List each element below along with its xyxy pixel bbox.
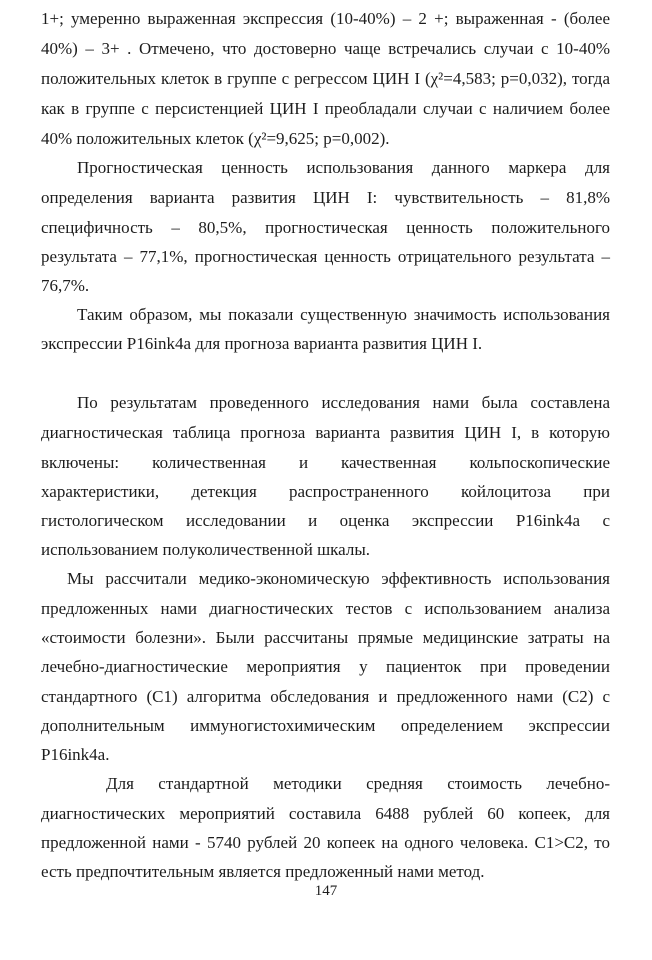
text-line: определения варианта развития ЦИН I: чувствительность – 81,8% [41, 188, 610, 207]
text-line: гистологическом исследовании и оценка экспрессии P16ink4a с [41, 511, 610, 530]
text-line: P16ink4a. [41, 745, 110, 764]
text-line: включены: количественная и качественная кольпоскопические [41, 453, 610, 472]
text-line: экспрессии P16ink4a для прогноза варианта развития ЦИН I. [41, 334, 483, 353]
text-line: Для стандартной методики средняя стоимость лечебно- [106, 774, 610, 793]
text-line: 76,7%. [41, 276, 90, 295]
text-line: стандартного (С1) алгоритма обследования и предложенного нами (С2) с [41, 687, 610, 706]
text-line: По результатам проведенного исследования нами была составлена [77, 393, 610, 412]
text-line: характеристики, детекция распространенного койлоцитоза при [41, 482, 610, 501]
text-line: есть предпочтительным является предложенный нами метод. [41, 862, 485, 881]
text-line: предложенных нами диагностических тестов с использованием анализа [41, 599, 610, 618]
text-line: Мы рассчитали медико-экономическую эффективность использования [67, 569, 610, 588]
text-line: 40%) – 3+ . Отмечено, что достоверно чаще встречались случаи с 10-40% [41, 39, 610, 58]
text-line: диагностических мероприятий составила 6488 рублей 60 копеек, для [41, 804, 610, 823]
text-line: Таким образом, мы показали существенную значимость использования [77, 305, 610, 324]
text-line: Прогностическая ценность использования данного маркера для [77, 158, 610, 177]
text-line: как в группе с персистенцией ЦИН I преобладали случаи с наличием более [41, 99, 610, 118]
text-line: лечебно-диагностические мероприятия у пациенток при проведении [41, 657, 610, 676]
text-line: использованием полуколичественной шкалы. [41, 540, 371, 559]
text-line: предложенной нами - 5740 рублей 20 копеек на одного человека. С1>С2, то [41, 833, 610, 852]
text-line: 40% положительных клеток (χ²=9,625; p=0,002). [41, 129, 390, 148]
text-line: дополнительным иммуногистохимическим определением экспрессии [41, 716, 610, 735]
text-line: диагностическая таблица прогноза варианта развития ЦИН I, в которую [41, 423, 610, 442]
text-line: положительных клеток в группе с регрессом ЦИН I (χ²=4,583; p=0,032), тогда [41, 69, 610, 88]
text-line: «стоимости болезни». Были рассчитаны прямые медицинские затраты на [41, 628, 610, 647]
text-line: специфичность – 80,5%, прогностическая ценность положительного [41, 218, 610, 237]
text-line: результата – 77,1%, прогностическая ценность отрицательного результата – [41, 247, 610, 266]
page-number: 147 [314, 883, 338, 899]
text-line: 1+; умеренно выраженная экспрессия (10-40%) – 2 +; выраженная - (более [41, 9, 610, 28]
